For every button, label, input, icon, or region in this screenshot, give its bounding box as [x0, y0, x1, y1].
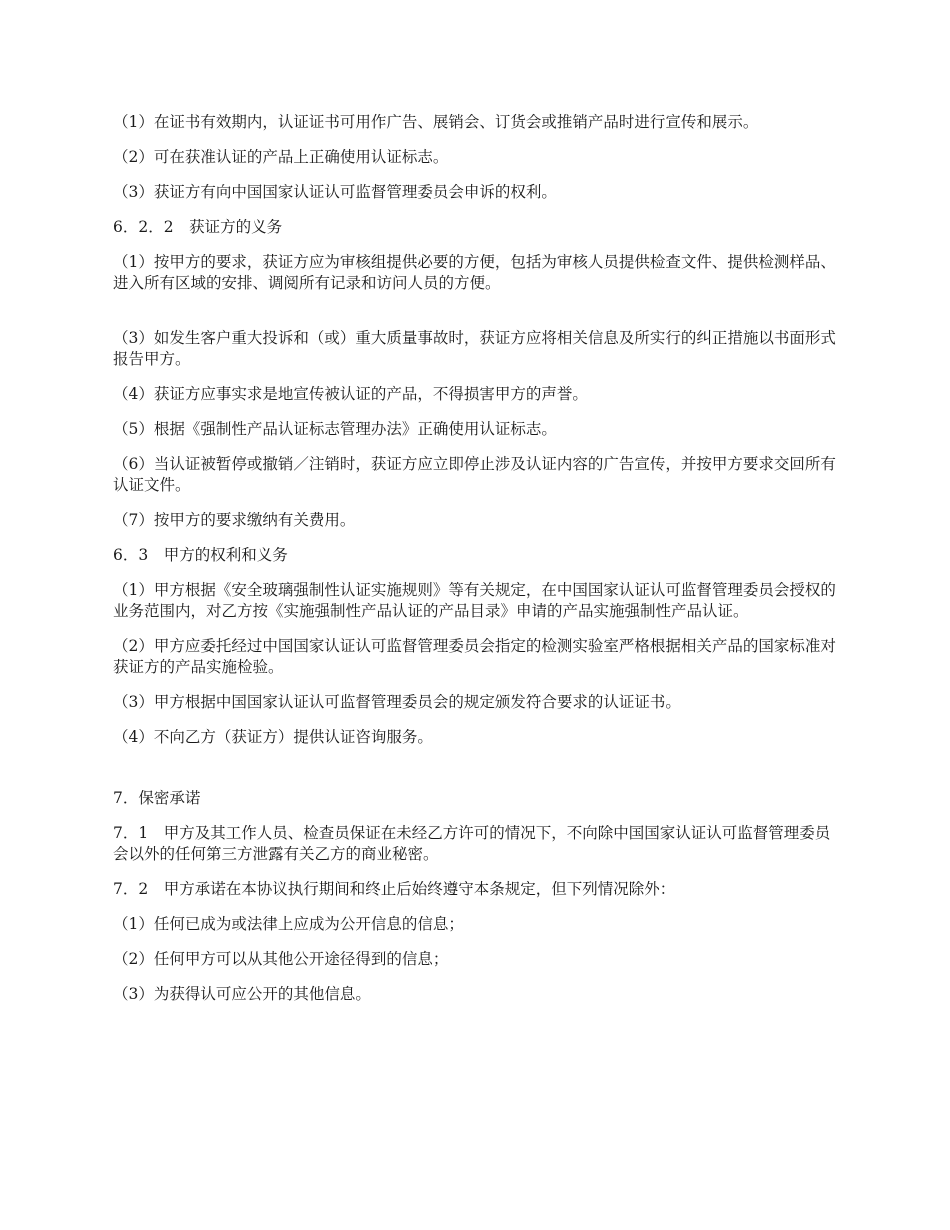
paragraph-rights-1: （1）在证书有效期内，认证证书可用作广告、展销会、订货会或推销产品时进行宣传和展示。 [113, 113, 759, 131]
section-heading-7: 7．保密承诺 [113, 789, 201, 807]
section-heading-6-3: 6．3 甲方的权利和义务 [113, 546, 288, 564]
paragraph-7-1: 7．1 甲方及其工作人员、检查员保证在未经乙方许可的情况下，不向除中国国家认证认可监督管理委员会以外的任何第三方泄露有关乙方的商业秘密。 [113, 824, 831, 863]
section-heading-6-2-2: 6．2．2 获证方的义务 [113, 218, 283, 236]
blank-gap [113, 308, 843, 328]
paragraph-exception-3: （3）为获得认可应公开的其他信息。 [113, 985, 371, 1003]
paragraph-duty-3: （3）如发生客户重大投诉和（或）重大质量事故时，获证方应将相关信息及所实行的纠正措施以书面形式报告甲方。 [113, 329, 836, 368]
paragraph-duty-6: （6）当认证被暂停或撤销／注销时，获证方应立即停止涉及认证内容的广告宣传，并按甲方要求交回所有认证文件。 [113, 455, 836, 494]
paragraph-exception-1: （1）任何已成为或法律上应成为公开信息的信息； [113, 915, 464, 933]
paragraph-party-a-1: （1）甲方根据《安全玻璃强制性认证实施规则》等有关规定，在中国国家认证认可监督管理委员会授权的业务范围内，对乙方按《实施强制性产品认证的产品目录》申请的产品实施强制性产品认证。 [113, 581, 836, 620]
paragraph-rights-2: （2）可在获准认证的产品上正确使用认证标志。 [113, 148, 449, 166]
paragraph-7-2: 7．2 甲方承诺在本协议执行期间和终止后始终遵守本条规定，但下列情况除外： [113, 880, 676, 898]
paragraph-duty-5: （5）根据《强制性产品认证标志管理办法》正确使用认证标志。 [113, 420, 557, 438]
paragraph-exception-2: （2）任何甲方可以从其他公开途径得到的信息； [113, 950, 449, 968]
paragraph-duty-4: （4）获证方应事实求是地宣传被认证的产品，不得损害甲方的声誉。 [113, 385, 588, 403]
paragraph-party-a-4: （4）不向乙方（获证方）提供认证咨询服务。 [113, 728, 433, 746]
paragraph-party-a-2: （2）甲方应委托经过中国国家认证认可监督管理委员会指定的检测实验室严格根据相关产品的国家标准对获证方的产品实施检验。 [113, 637, 836, 676]
blank-gap [113, 762, 843, 788]
paragraph-party-a-3: （3）甲方根据中国国家认证认可监督管理委员会的规定颁发符合要求的认证证书。 [113, 693, 681, 711]
document-page [113, 112, 843, 1019]
paragraph-duty-1: （1）按甲方的要求，获证方应为审核组提供必要的方便，包括为审核人员提供检查文件、提供检测样品、进入所有区域的安排、调阅所有记录和访问人员的方便。 [113, 253, 836, 292]
paragraph-rights-3: （3）获证方有向中国国家认证认可监督管理委员会申诉的权利。 [113, 183, 557, 201]
paragraph-duty-7: （7）按甲方的要求缴纳有关费用。 [113, 511, 356, 529]
